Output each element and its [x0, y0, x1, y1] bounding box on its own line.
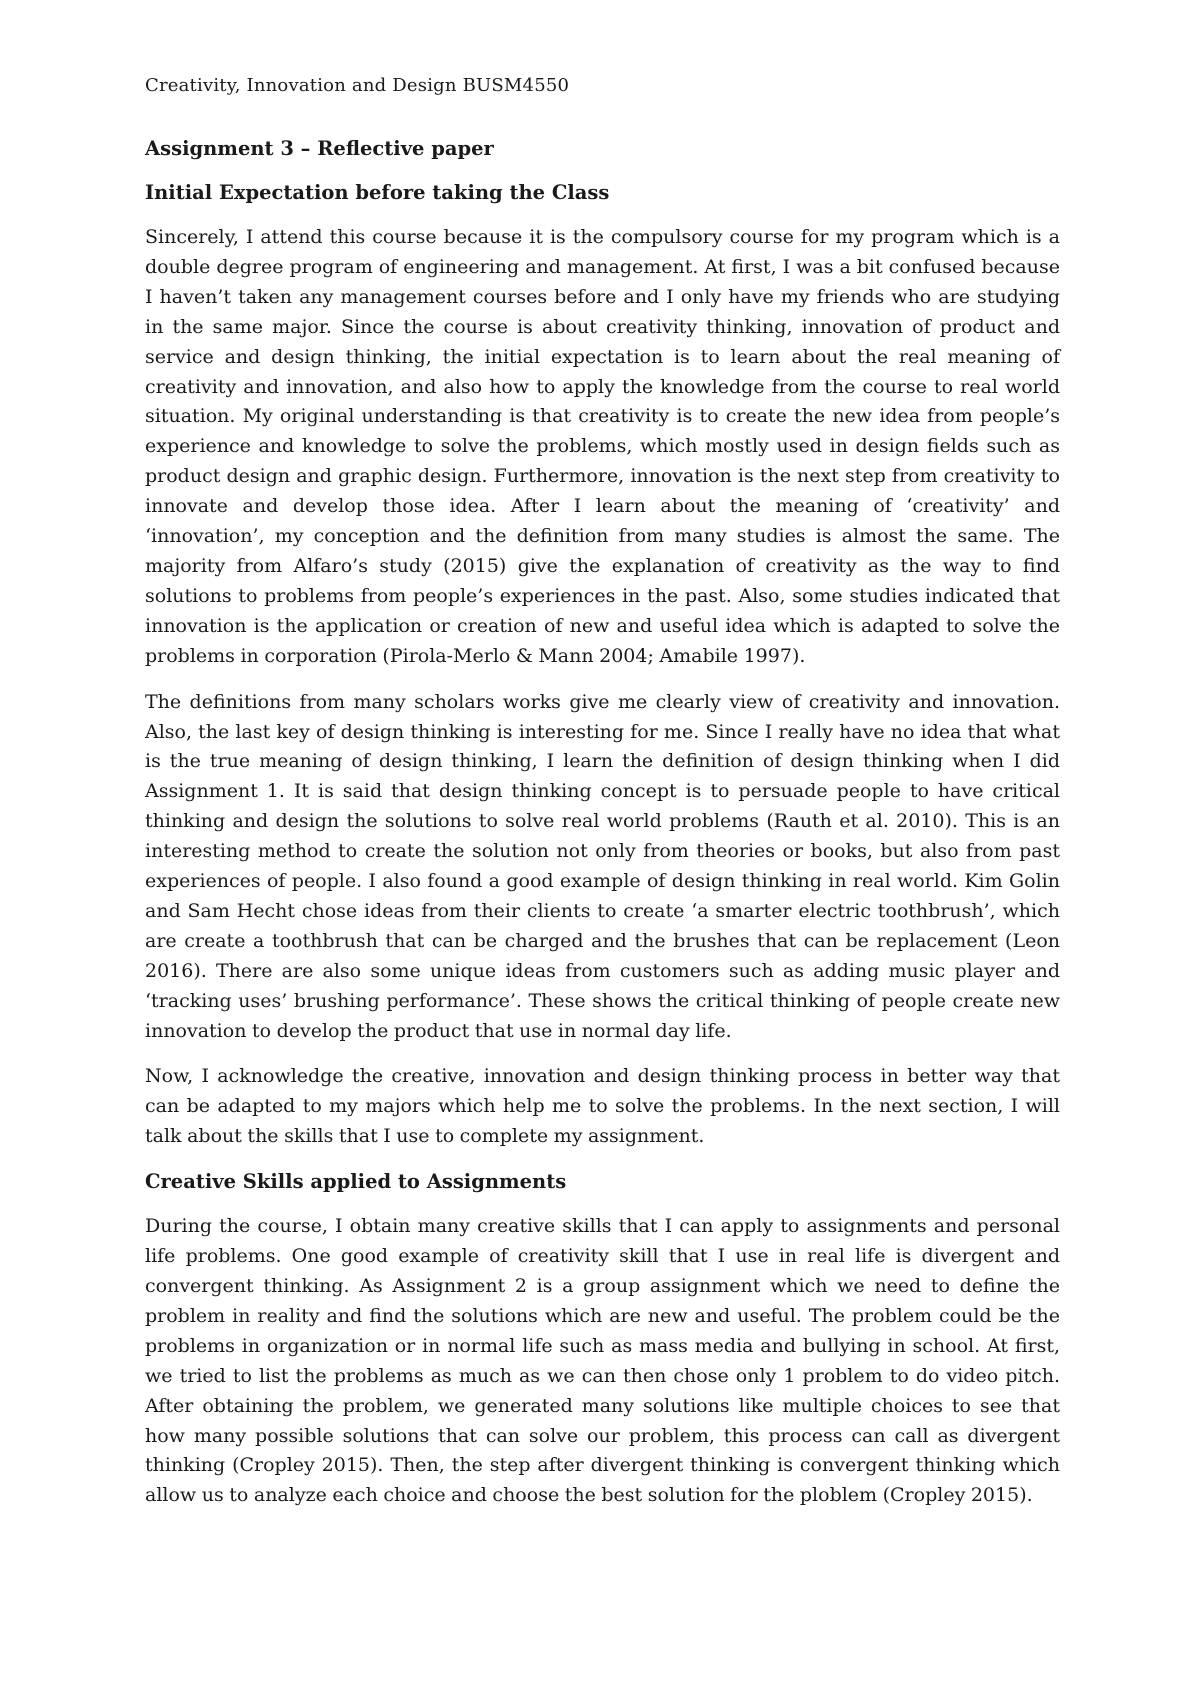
- section-heading-initial-expectation: Initial Expectation before taking the Class: [145, 181, 610, 204]
- document-title: Assignment 3 – Reflective paper: [145, 137, 494, 160]
- course-header: Creativity, Innovation and Design BUSM4550: [145, 75, 570, 96]
- section-heading-creative-skills: Creative Skills applied to Assignments: [145, 1170, 567, 1194]
- paragraph-initial-expectation-1: Sincerely, I attend this course because it is the compulsory course for my program which is a double degree program of engineering and management. At first, I was a bit confused because I haven’t taken any management courses before and I only have my friends who are studying in the same major. Since the course is about creativity thinking, innovation of product and service and design thinking, the initial expectation is to learn about the real meaning of creativity and innovation, and also how to apply the knowledge from the course to real world situation. My original understanding is that creativity is to create the new idea from people’s experience and knowledge to solve the problems, which mostly used in design fields such as product design and graphic design. Furthermore, innovation is the next step from creativity to innovate and develop those idea. After I learn about the meaning of ‘creativity’ and ‘innovation’, my conception and the definition from many studies is almost the same. The majority from Alfaro’s study (2015) give the explanation of creativity as the way to find solutions to problems from people’s experiences in the past. Also, some studies indicated that innovation is the application or creation of new and useful idea which is adapted to solve the problems in corporation (Pirola-Merlo & Mann 2004; Amabile 1997).: [145, 226, 1060, 667]
- document-body: [145, 72, 1060, 1527]
- paragraph-initial-expectation-3: Now, I acknowledge the creative, innovation and design thinking process in better way that can be adapted to my majors which help me to solve the problems. In the next section, I will talk about the skills that I use to complete my assignment.: [145, 1065, 1060, 1148]
- paragraph-initial-expectation-2: The definitions from many scholars works give me clearly view of creativity and innovation. Also, the last key of design thinking is interesting for me. Since I really have no idea that what is the true meaning of design thinking, I learn the definition of design thinking when I did Assignment 1. It is said that design thinking concept is to persuade people to have critical thinking and design the solutions to solve real world problems (Rauth et al. 2010). This is an interesting method to create the solution not only from theories or books, but also from past experiences of people. I also found a good example of design thinking in real world. Kim Golin and Sam Hecht chose ideas from their clients to create ‘a smarter electric toothbrush’, which are create a toothbrush that can be charged and the brushes that can be replacement (Leon 2016). There are also some unique ideas from customers such as adding music player and ‘tracking uses’ brushing performance’. These shows the critical thinking of people create new innovation to develop the product that use in normal day life.: [145, 690, 1060, 1042]
- paragraph-creative-skills-1: During the course, I obtain many creative skills that I can apply to assignments and personal life problems. One good example of creativity skill that I use in real life is divergent and convergent thinking. As Assignment 2 is a group assignment which we need to define the problem in reality and find the solutions which are new and useful. The problem could be the problems in organization or in normal life such as mass media and bullying in school. At first, we tried to list the problems as much as we can then chose only 1 problem to do video pitch. After obtaining the problem, we generated many solutions like multiple choices to see that how many possible solutions that can solve our problem, this process can call as divergent thinking (Cropley 2015). Then, the step after divergent thinking is convergent thinking which allow us to analyze each choice and choose the best solution for the ploblem (Cropley 2015).: [145, 1215, 1060, 1507]
